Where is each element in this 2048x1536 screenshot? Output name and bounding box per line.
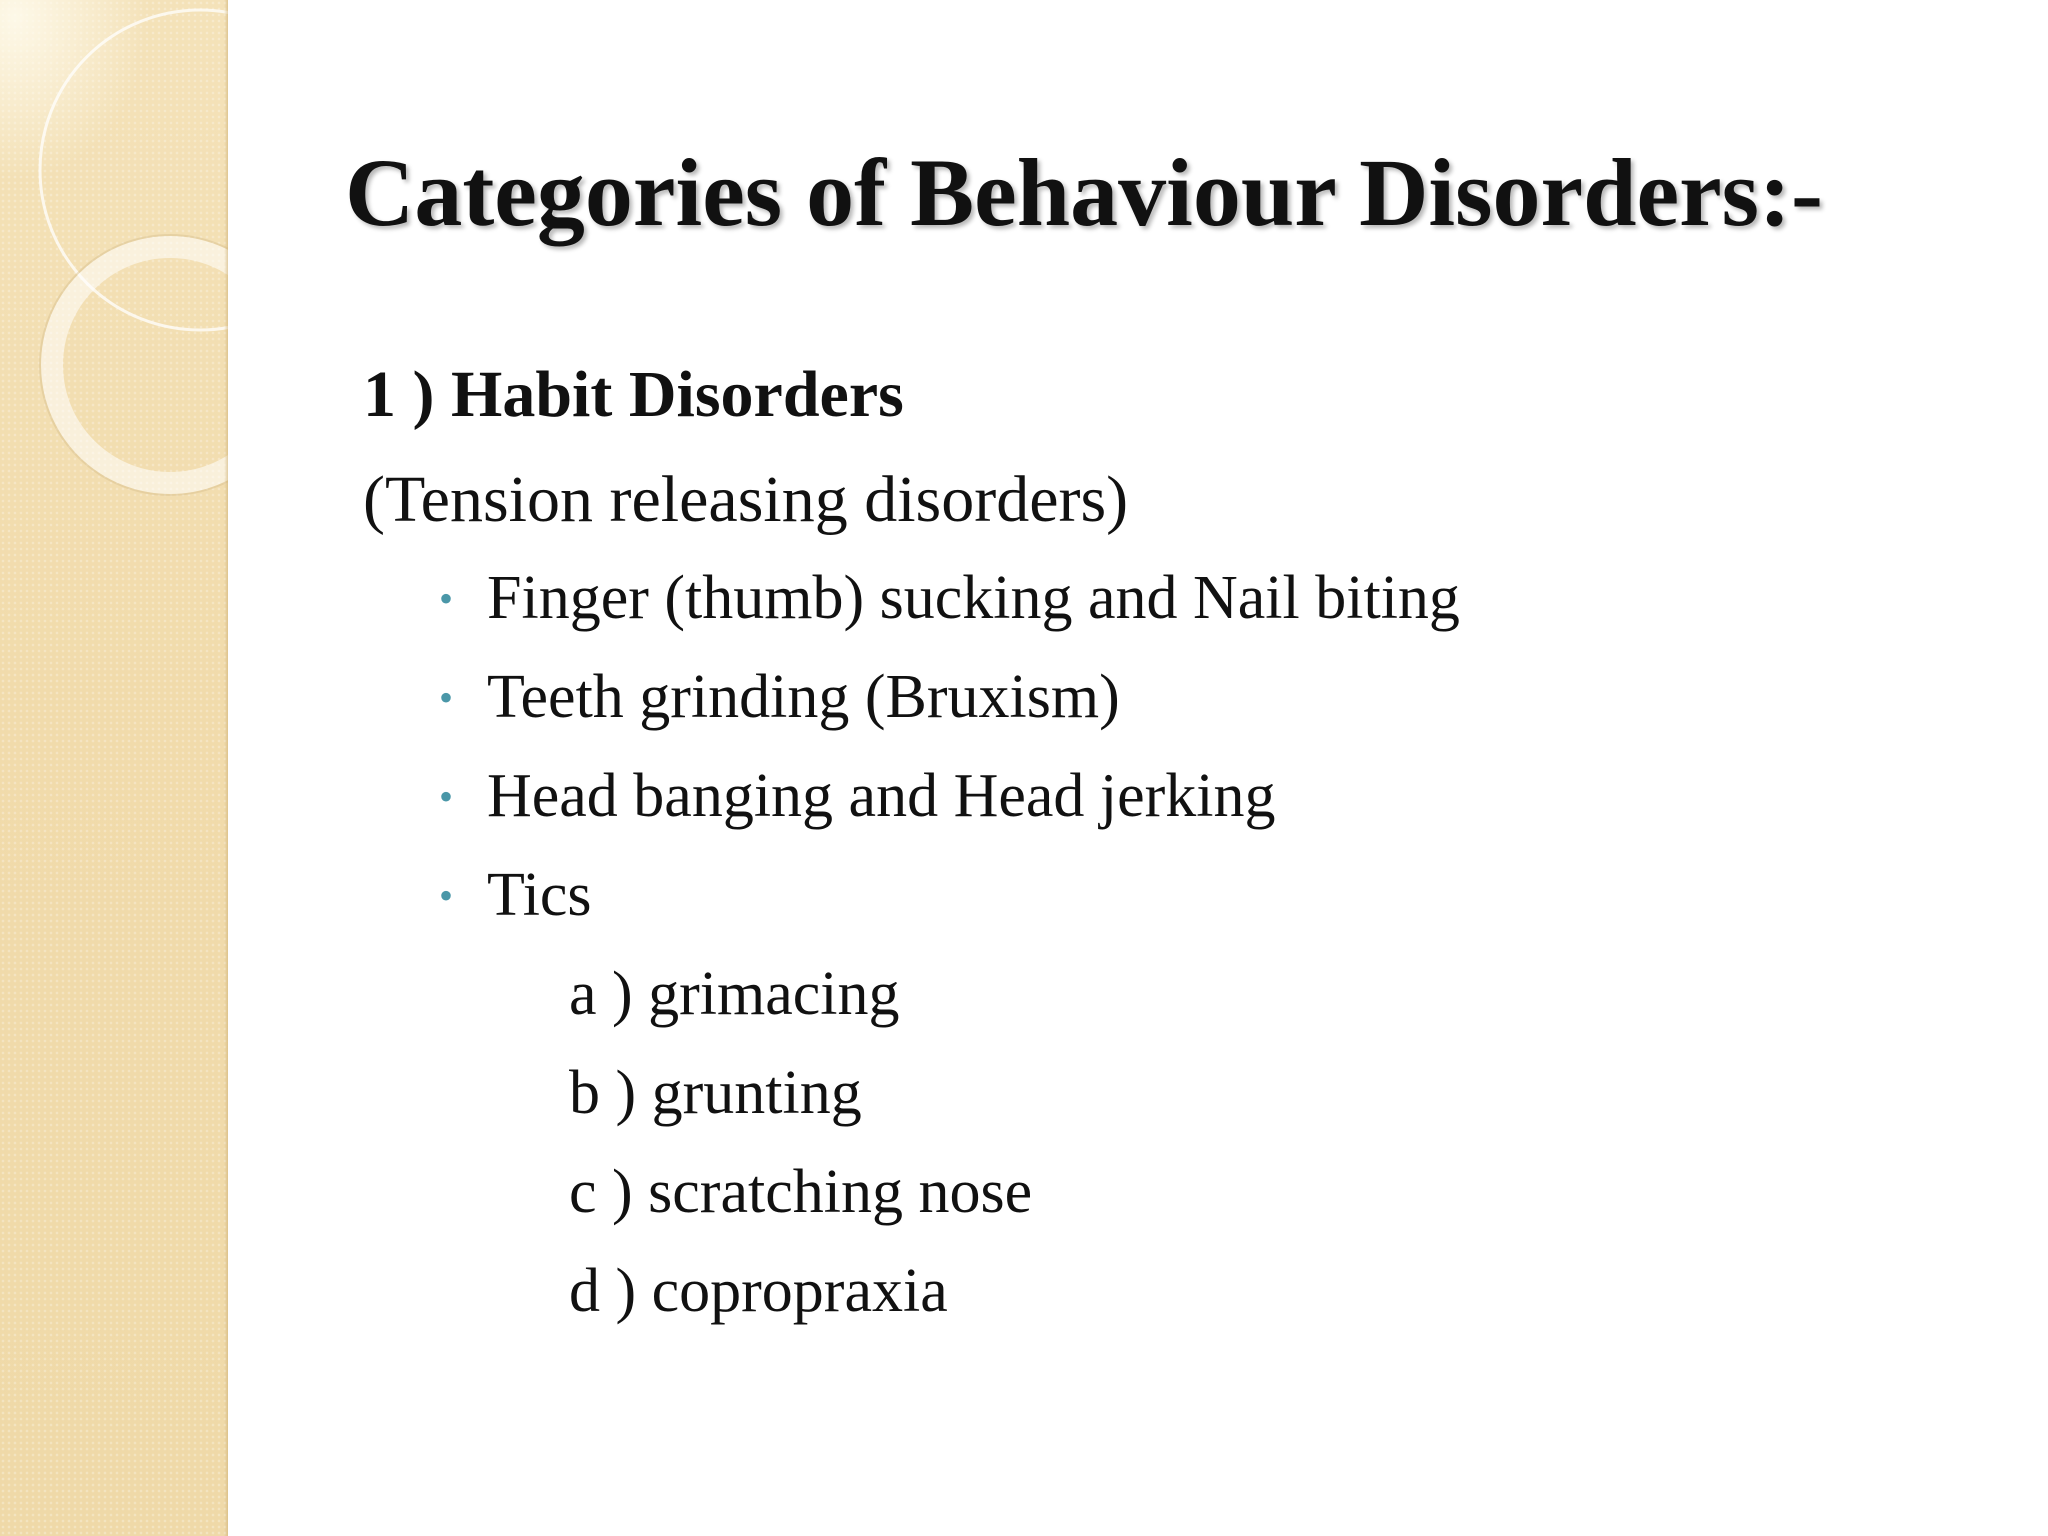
ring-outline-decoration: [40, 235, 228, 495]
decorative-side-band: [0, 0, 228, 1536]
bullet-dot-icon: •: [439, 675, 454, 720]
slide-title: Categories of Behaviour Disorders:-: [345, 139, 1823, 246]
sub-item-scratching-nose: c ) scratching nose: [569, 1158, 1033, 1226]
tics-sub-list: [363, 945, 1983, 1341]
section-subheading: (Tension releasing disorders): [363, 463, 1129, 536]
bullet-dot-icon: •: [439, 873, 454, 918]
bullet-dot-icon: •: [439, 576, 454, 621]
section-heading: 1 ) Habit Disorders: [363, 358, 904, 431]
decorative-arcs: [0, 0, 228, 520]
bullet-dot-icon: •: [439, 774, 454, 819]
bullet-item-finger-sucking: [363, 549, 1983, 648]
bullet-text: Head banging and Head jerking: [487, 762, 1276, 830]
sub-item-grimacing: a ) grimacing: [569, 960, 900, 1028]
sub-item-copropraxia: d ) copropraxia: [569, 1257, 948, 1325]
bullet-item-head-banging: [363, 747, 1983, 846]
slide-body: [363, 340, 1983, 1341]
thick-ring-decoration: [52, 247, 228, 483]
bullet-text: Teeth grinding (Bruxism): [487, 663, 1120, 731]
large-arc-decoration: [40, 10, 228, 330]
bullet-list: [363, 549, 1983, 945]
bullet-item-tics: [363, 846, 1983, 945]
bullet-text: Finger (thumb) sucking and Nail biting: [487, 564, 1460, 632]
bullet-text: Tics: [487, 861, 592, 929]
sub-item-grunting: b ) grunting: [569, 1059, 862, 1127]
bullet-item-teeth-grinding: [363, 648, 1983, 747]
